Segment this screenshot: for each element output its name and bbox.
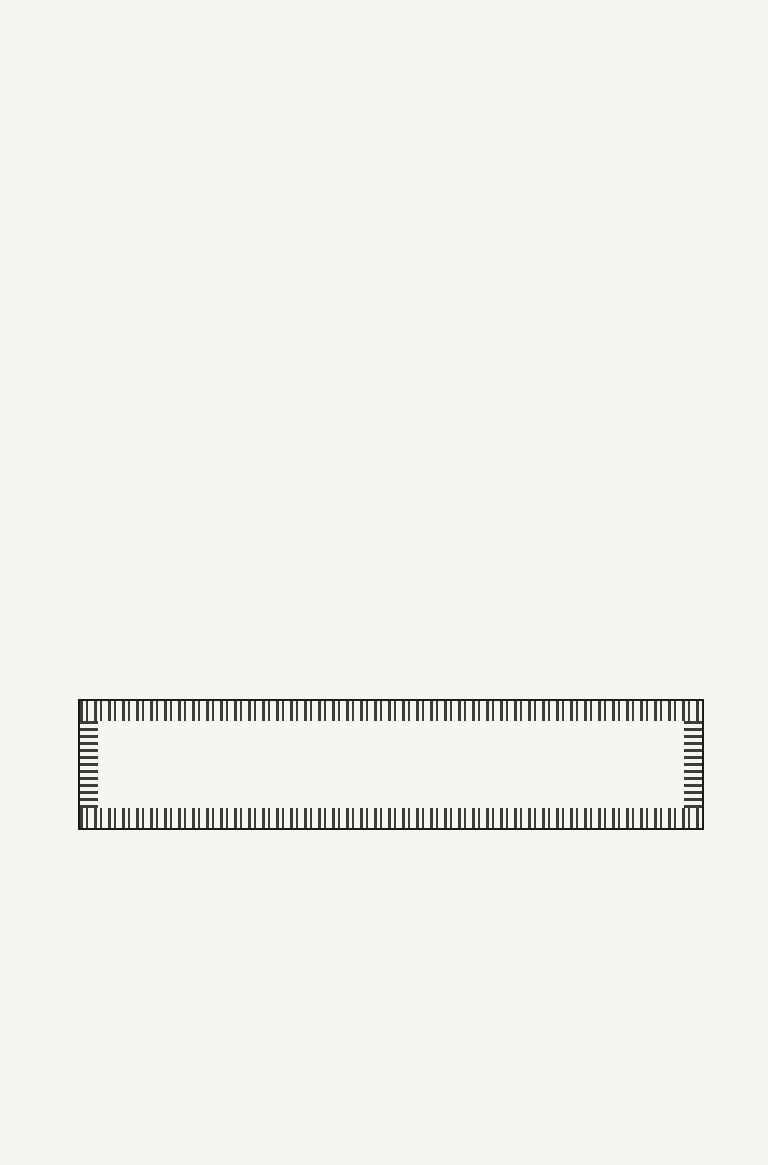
ornament-border-top (80, 701, 702, 721)
page-header (60, 60, 710, 92)
ornament-border-bottom (80, 808, 702, 828)
ornament-border-right (684, 721, 702, 808)
advertisement-box (78, 699, 704, 830)
ornament-border-left (80, 721, 98, 808)
